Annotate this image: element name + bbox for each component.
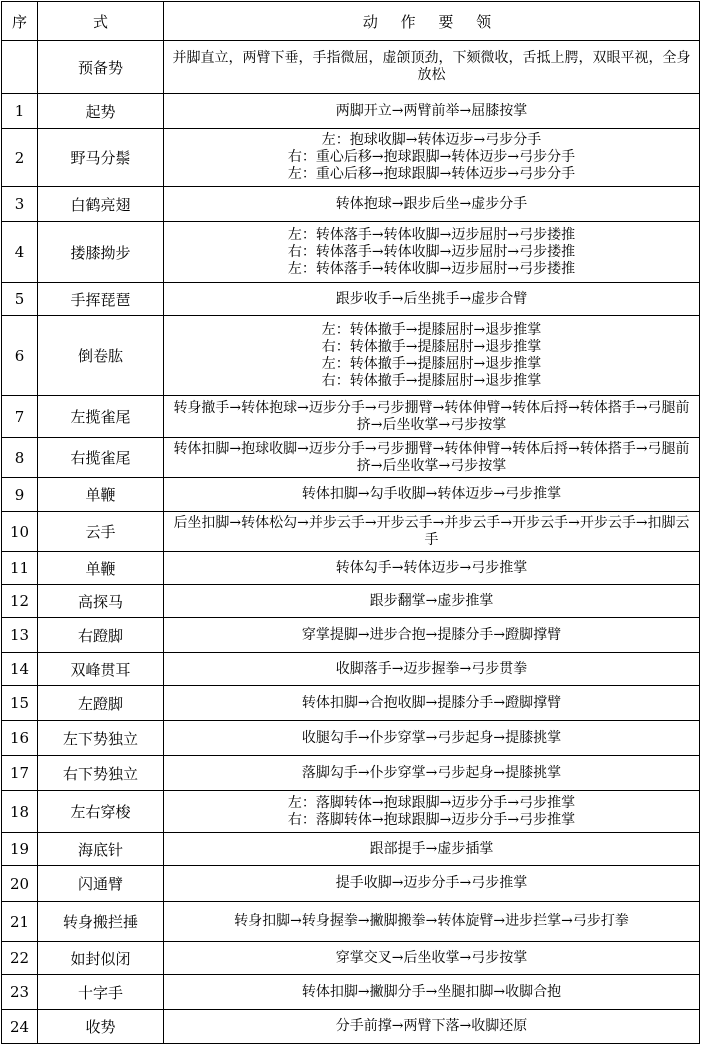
key-points [164, 41, 700, 94]
table-row [2, 756, 700, 791]
key-point-line: 提手收脚→迈步分手→弓步推掌 [335, 875, 528, 891]
key-points [164, 942, 700, 975]
row-number: 5 [2, 283, 38, 316]
row-number: 4 [2, 222, 38, 283]
row-number: 20 [2, 866, 38, 902]
key-points [164, 833, 700, 866]
form-name: 左揽雀尾 [38, 396, 164, 438]
key-points [164, 791, 700, 833]
row-number: 11 [2, 552, 38, 585]
form-name: 手挥琵琶 [38, 283, 164, 316]
key-point-line: 收腿勾手→仆步穿掌→弓步起身→提膝挑掌 [301, 729, 562, 746]
header-number: 序 [2, 2, 38, 41]
row-number: 6 [2, 316, 38, 396]
row-number: 7 [2, 396, 38, 438]
table-row [2, 129, 700, 187]
key-point-line: 分手前撑→两臂下落→收脚还原 [335, 1018, 528, 1034]
key-point-line: 转体扣脚→抱球收脚→迈步分手→弓步掤臂→转体伸臂→转体后捋→转体搭手→弓腿前挤→后坐收掌→弓步按掌 [173, 440, 690, 474]
row-number: 1 [2, 94, 38, 129]
key-points [164, 187, 700, 222]
row-number: 16 [2, 721, 38, 756]
key-point-line: 左：转体落手→转体收脚→迈步屈肘→弓步搂推 [287, 226, 576, 243]
key-point-line: 右：落脚转体→抱球跟脚→迈步分手→弓步推掌 [287, 811, 576, 828]
key-point-line: 穿掌交叉→后坐收掌→弓步按掌 [335, 949, 528, 966]
key-point-line: 左：落脚转体→抱球跟脚→迈步分手→弓步推掌 [287, 794, 576, 811]
row-number: 3 [2, 187, 38, 222]
key-point-line: 右：转体撤手→提膝屈肘→退步推掌 [321, 338, 542, 355]
key-points [164, 129, 700, 187]
key-points [164, 756, 700, 791]
key-point-line: 跟步收手→后坐挑手→虚步合臂 [335, 290, 528, 307]
key-points [164, 316, 700, 396]
header-key-points: 动 作 要 领 [164, 2, 700, 41]
row-number: 13 [2, 618, 38, 653]
key-point-line: 左：抱球收脚→转体迈步→弓步分手 [321, 132, 542, 148]
table-row [2, 942, 700, 975]
form-name: 十字手 [38, 975, 164, 1010]
form-name: 单鞭 [38, 552, 164, 585]
table-row [2, 791, 700, 833]
row-number: 24 [2, 1010, 38, 1044]
form-name: 左右穿梭 [38, 791, 164, 833]
key-points [164, 721, 700, 756]
table-row [2, 552, 700, 585]
key-points [164, 686, 700, 721]
table-row [2, 222, 700, 283]
key-point-line: 转体勾手→转体迈步→弓步推掌 [335, 559, 528, 576]
row-number: 9 [2, 478, 38, 512]
form-name: 倒卷肱 [38, 316, 164, 396]
key-points [164, 618, 700, 653]
key-points [164, 585, 700, 618]
table-row [2, 512, 700, 552]
key-points [164, 438, 700, 478]
key-point-line: 转体扣脚→勾手收脚→转体迈步→弓步推掌 [301, 486, 562, 502]
key-point-line: 右：重心后移→抱球跟脚→转体迈步→弓步分手 [287, 149, 576, 165]
table-row [2, 478, 700, 512]
key-point-line: 跟步翻掌→虚步推掌 [369, 592, 494, 609]
row-number: 12 [2, 585, 38, 618]
form-name: 白鹤亮翅 [38, 187, 164, 222]
table-body [2, 41, 700, 1044]
key-points [164, 222, 700, 283]
row-number: 19 [2, 833, 38, 866]
table-row [2, 975, 700, 1010]
key-point-line: 收脚落手→迈步握拳→弓步贯拳 [335, 660, 528, 677]
form-name: 闪通臂 [38, 866, 164, 902]
row-number: 18 [2, 791, 38, 833]
form-name: 野马分鬃 [38, 129, 164, 187]
key-point-line: 左：转体落手→转体收脚→迈步屈肘→弓步搂推 [287, 260, 576, 277]
key-points [164, 552, 700, 585]
key-points [164, 902, 700, 942]
key-point-line: 跟部提手→虚步插掌 [369, 840, 494, 857]
form-name: 如封似闭 [38, 942, 164, 975]
table-row [2, 316, 700, 396]
key-points [164, 94, 700, 129]
key-point-line: 右：转体撤手→提膝屈肘→退步推掌 [321, 372, 542, 389]
key-point-line: 转身扣脚→转身握拳→撇脚搬拳→转体旋臂→进步拦掌→弓步打拳 [234, 913, 629, 929]
row-number: 21 [2, 902, 38, 942]
form-name: 转身搬拦捶 [38, 902, 164, 942]
key-points [164, 396, 700, 438]
table-row [2, 1010, 700, 1044]
key-points [164, 975, 700, 1010]
table-row [2, 618, 700, 653]
form-name: 高探马 [38, 585, 164, 618]
key-points [164, 1010, 700, 1044]
row-number: 22 [2, 942, 38, 975]
table-row [2, 585, 700, 618]
key-points [164, 478, 700, 512]
key-point-line: 转体扣脚→撇脚分手→坐腿扣脚→收脚合抱 [301, 983, 562, 1000]
key-point-line: 两脚开立→两臂前举→屈膝按掌 [335, 102, 528, 119]
key-point-line: 转体抱球→跟步后坐→虚步分手 [335, 195, 528, 212]
table-row [2, 721, 700, 756]
table-row [2, 833, 700, 866]
form-name: 左蹬脚 [38, 686, 164, 721]
key-point-line: 并脚直立，两臂下垂，手指微屈，虚颌顶劲，下颏微收，舌抵上腭，双眼平视，全身放松 [172, 50, 691, 83]
table-row [2, 283, 700, 316]
row-number [2, 41, 38, 94]
key-point-line: 左：重心后移→抱球跟脚→转体迈步→弓步分手 [287, 166, 576, 182]
form-name: 右蹬脚 [38, 618, 164, 653]
form-name: 预备势 [38, 41, 164, 94]
row-number: 14 [2, 653, 38, 686]
row-number: 17 [2, 756, 38, 791]
form-name: 海底针 [38, 833, 164, 866]
form-name: 右下势独立 [38, 756, 164, 791]
table-row [2, 396, 700, 438]
key-point-line: 转身撤手→转体抱球→迈步分手→弓步掤臂→转体伸臂→转体后捋→转体搭手→弓腿前挤→后坐收掌→弓步按掌 [173, 399, 690, 433]
key-point-line: 后坐扣脚→转体松勾→并步云手→开步云手→并步云手→开步云手→开步云手→扣脚云手 [173, 514, 690, 548]
form-name: 双峰贯耳 [38, 653, 164, 686]
key-points [164, 512, 700, 552]
row-number: 10 [2, 512, 38, 552]
key-point-line: 落脚勾手→仆步穿掌→弓步起身→提膝挑掌 [301, 764, 562, 781]
key-point-line: 转体扣脚→合抱收脚→提膝分手→蹬脚撑臂 [301, 694, 562, 711]
table-row [2, 653, 700, 686]
key-point-line: 右：转体落手→转体收脚→迈步屈肘→弓步搂推 [287, 243, 576, 260]
row-number: 15 [2, 686, 38, 721]
row-number: 23 [2, 975, 38, 1010]
row-number: 8 [2, 438, 38, 478]
table-header-row [2, 2, 700, 41]
key-point-line: 左：转体撤手→提膝屈肘→退步推掌 [321, 321, 542, 338]
header-form: 式 [38, 2, 164, 41]
table-row [2, 94, 700, 129]
form-name: 单鞭 [38, 478, 164, 512]
form-name: 云手 [38, 512, 164, 552]
form-name: 收势 [38, 1010, 164, 1044]
key-points [164, 866, 700, 902]
table-row [2, 686, 700, 721]
form-name: 起势 [38, 94, 164, 129]
key-point-line: 左：转体撤手→提膝屈肘→退步推掌 [321, 355, 542, 372]
table-row [2, 902, 700, 942]
form-name: 搂膝拗步 [38, 222, 164, 283]
row-number: 2 [2, 129, 38, 187]
table-row [2, 438, 700, 478]
key-point-line: 穿掌提脚→进步合抱→提膝分手→蹬脚撑臂 [301, 626, 562, 643]
table-row [2, 41, 700, 94]
form-name: 右揽雀尾 [38, 438, 164, 478]
taiji-form-table [1, 1, 700, 1044]
key-points [164, 653, 700, 686]
table-row [2, 187, 700, 222]
key-points [164, 283, 700, 316]
table-row [2, 866, 700, 902]
form-name: 左下势独立 [38, 721, 164, 756]
